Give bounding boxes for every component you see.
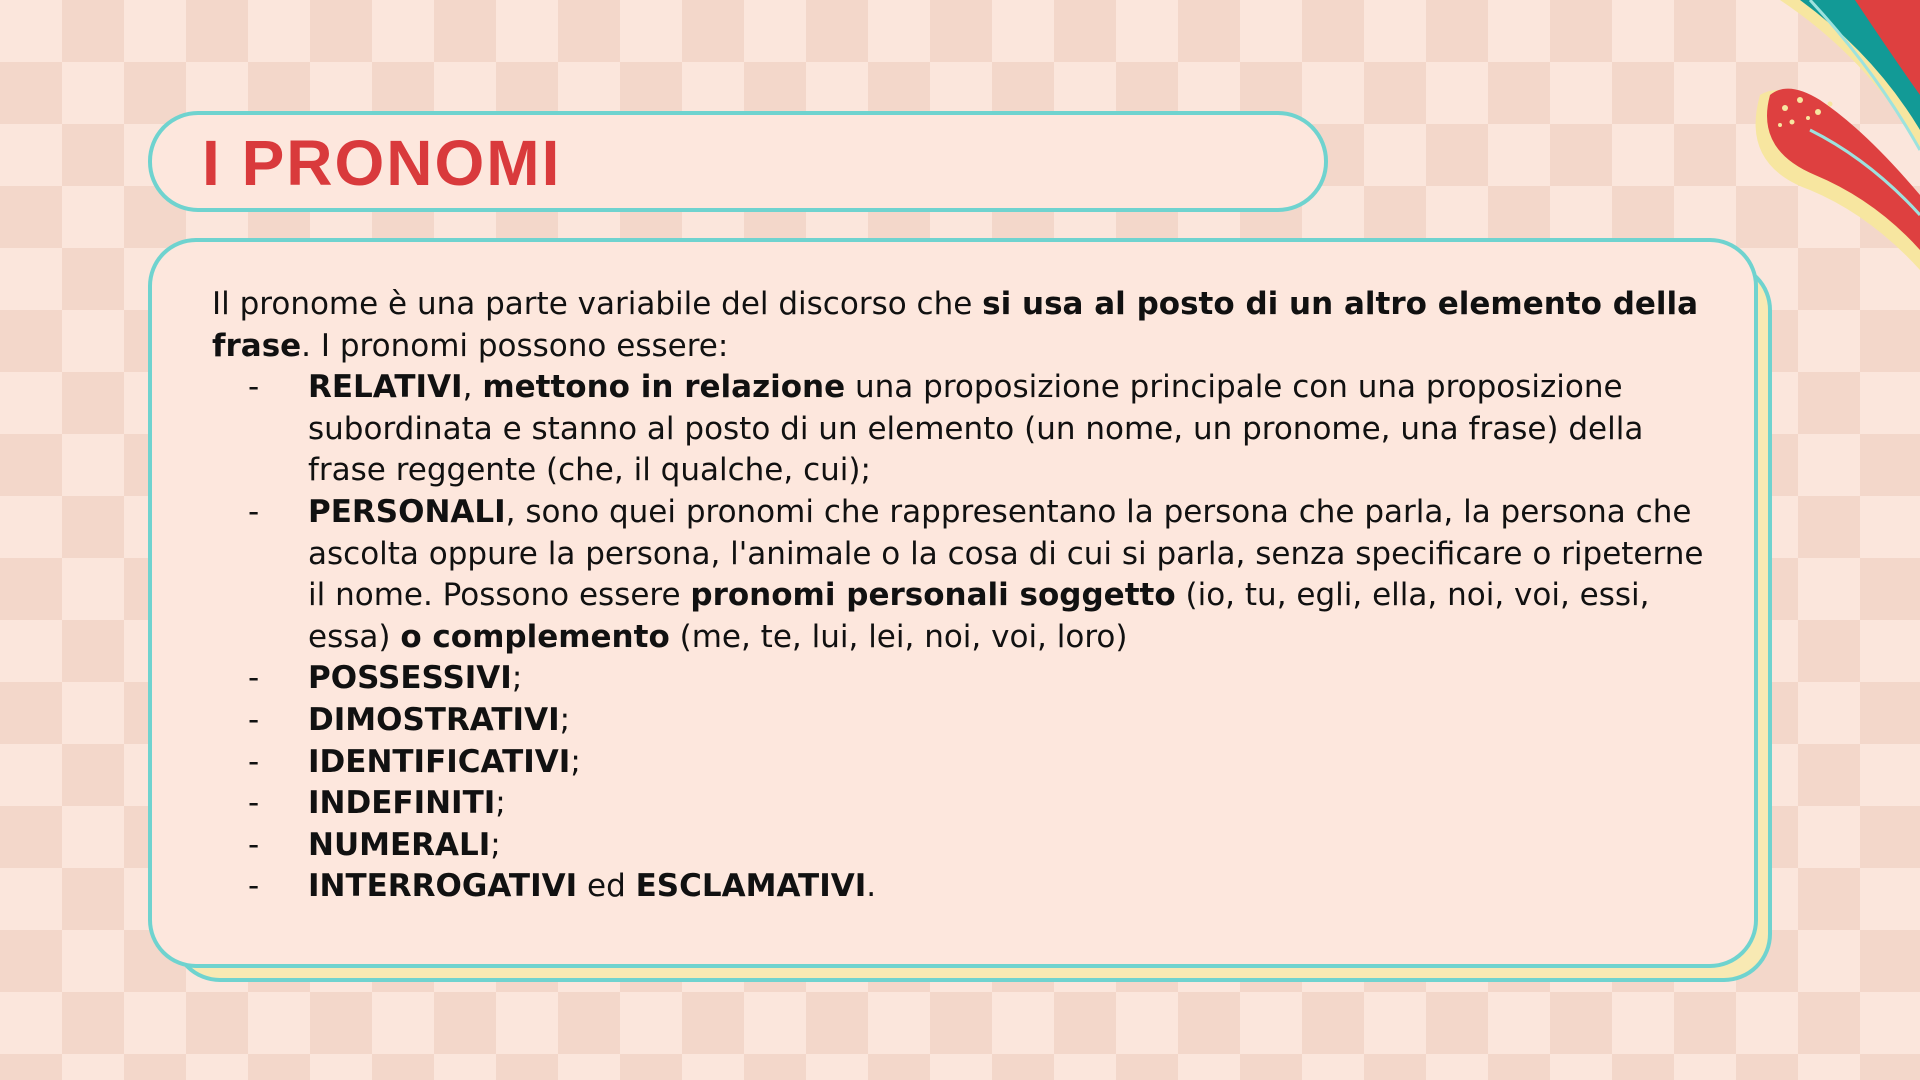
item-name: DIMOSTRATIVI <box>308 701 560 738</box>
list-item-identificativi <box>212 742 1712 784</box>
list-dash: - <box>248 868 260 905</box>
item-bold: mettono in relazione <box>482 369 846 406</box>
item-end: ; <box>570 743 581 780</box>
list-item-dimostrativi <box>212 700 1712 742</box>
content-panel <box>148 238 1758 968</box>
page-title: I PRONOMI <box>202 127 562 199</box>
intro-bold: si usa al posto di un altro elemento della frase <box>212 286 1699 364</box>
list-item-possessivi <box>212 658 1712 700</box>
list-dash: - <box>248 493 260 530</box>
item-name: INDEFINITI <box>308 785 496 822</box>
item-end: . <box>866 868 877 905</box>
item-text: (io, tu, egli, ella, noi, voi, essi, essa) <box>308 577 1650 655</box>
item-text: ed <box>577 868 636 905</box>
item-name: IDENTIFICATIVI <box>308 743 571 780</box>
list-dash: - <box>248 701 260 738</box>
pronoun-list <box>212 367 1712 908</box>
item-text: (me, te, lui, lei, noi, voi, loro) <box>669 618 1128 655</box>
list-item-indefiniti <box>212 783 1712 825</box>
intro-text: Il pronome è una parte variabile del discorso che <box>212 286 983 322</box>
intro-paragraph <box>212 284 1712 367</box>
list-item-interrogativi <box>212 866 1712 908</box>
list-dash: - <box>248 369 260 406</box>
item-sep: , <box>462 369 483 406</box>
item-bold: o complemento <box>400 618 670 655</box>
list-item-numerali <box>212 825 1712 867</box>
intro-text-end: . I pronomi possono essere: <box>301 327 729 364</box>
list-dash: - <box>248 785 260 822</box>
item-name: INTERROGATIVI <box>308 868 578 905</box>
content-body <box>212 284 1712 908</box>
list-dash: - <box>248 660 260 697</box>
item-text: , sono quei pronomi che rappresentano la persona che parla, la persona che ascolta oppure la persona, l'animale o la cosa di cui si parla, senza specificare o ripeterne il nome. Possono essere <box>308 493 1704 614</box>
item-name: NUMERALI <box>308 826 491 863</box>
item-name: POSSESSIVI <box>308 660 512 697</box>
list-dash: - <box>248 743 260 780</box>
item-text: una proposizione principale con una proposizione subordinata e stanno al posto di un elemento (un nome, un pronome, una frase) della frase reggente (che, il qualche, cui); <box>308 369 1644 489</box>
title-box <box>148 111 1328 212</box>
item-name: RELATIVI <box>308 369 463 406</box>
item-end: ; <box>495 785 506 822</box>
list-item-relativi <box>212 367 1712 492</box>
list-item-personali <box>212 492 1712 658</box>
item-end: ; <box>559 701 571 738</box>
item-bold: pronomi personali soggetto <box>690 577 1176 614</box>
item-name: PERSONALI <box>308 493 506 530</box>
item-end: ; <box>511 660 523 697</box>
item-end: ; <box>490 826 501 863</box>
list-dash: - <box>248 826 260 863</box>
item-name-2: ESCLAMATIVI <box>635 868 867 905</box>
